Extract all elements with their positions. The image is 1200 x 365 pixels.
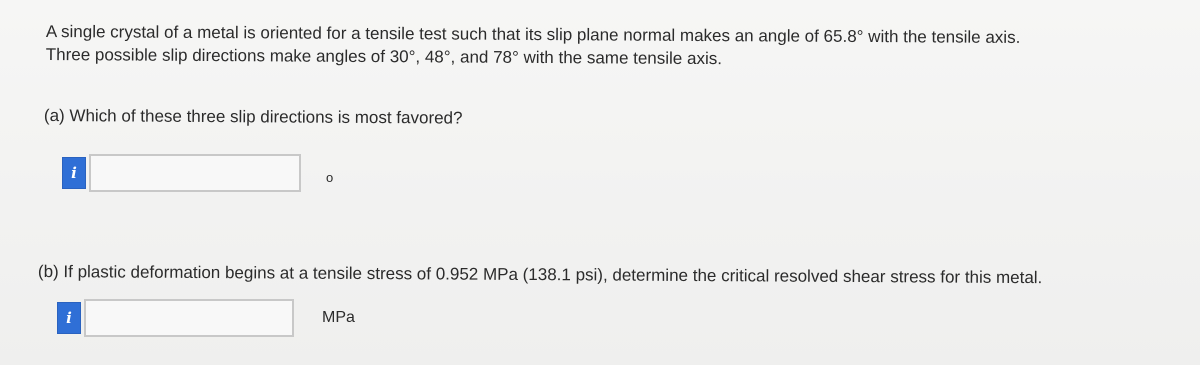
problem-line-2: Three possible slip directions make angles of 30°, 48°, and 78° with the same tensile axis. (45, 44, 723, 69)
answer-row-a (62, 154, 333, 192)
problem-line-1: A single crystal of a metal is oriented for a tensile test such that its slip plane normal makes an angle of 65.8° with the tensile axis. (45, 21, 1021, 47)
degree-unit-label: o (326, 169, 334, 185)
info-icon[interactable]: i (62, 157, 86, 189)
question-a: (a) Which of these three slip directions is most favored? (43, 106, 463, 128)
problem-statement (46, 20, 1166, 73)
question-b: (b) If plastic deformation begins at a tensile stress of 0.952 MPa (138.1 psi), determine the critical resolved shear stress for this metal. (37, 262, 1043, 288)
answer-row-b (57, 299, 355, 337)
answer-input-b[interactable] (84, 299, 294, 337)
info-icon[interactable]: i (57, 302, 81, 334)
mpa-unit-label: MPa (322, 309, 355, 326)
answer-input-a[interactable] (89, 154, 301, 192)
